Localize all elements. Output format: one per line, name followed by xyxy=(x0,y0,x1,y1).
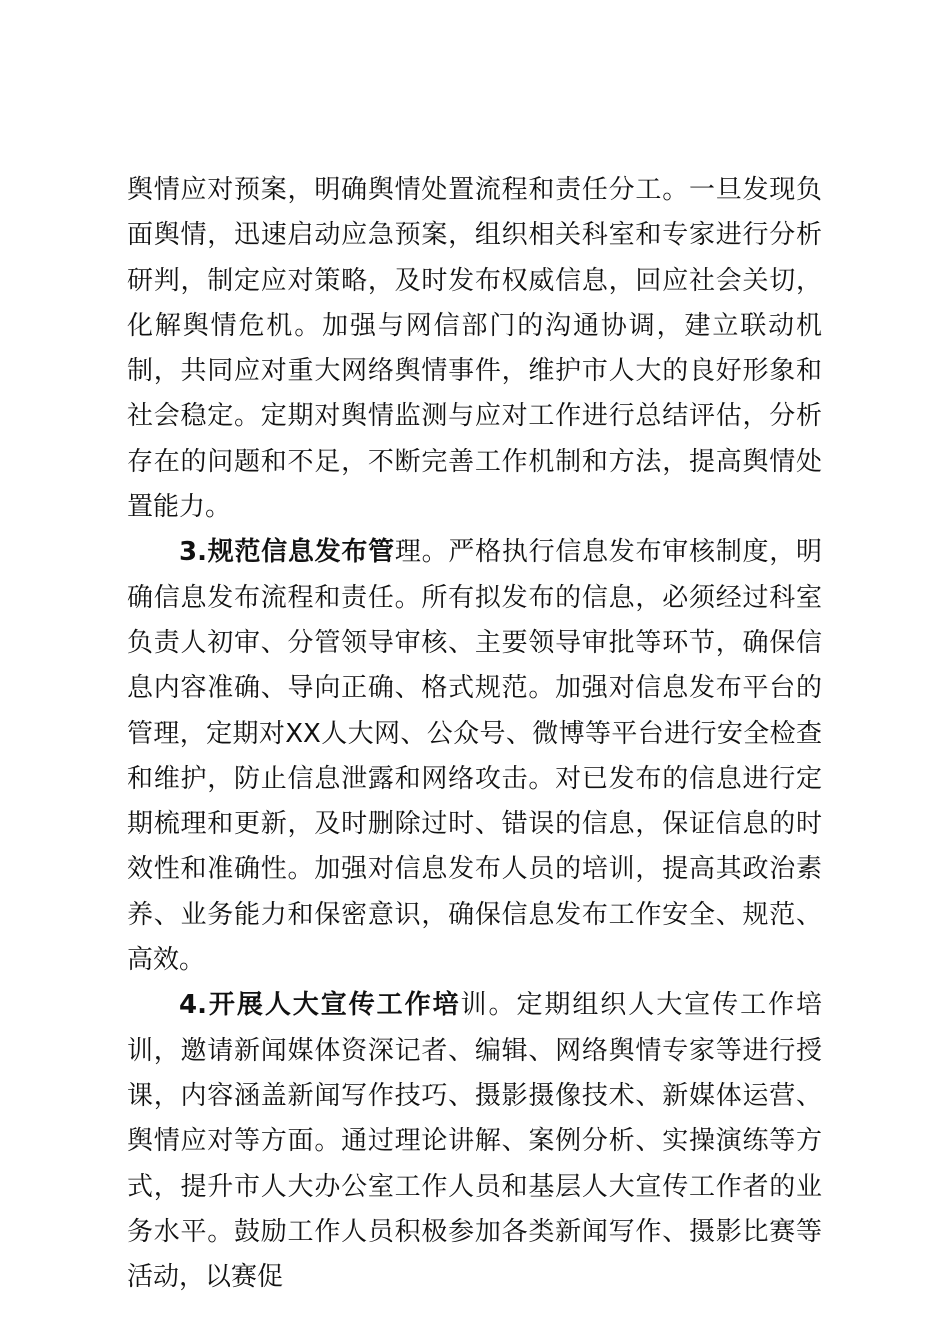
paragraph-text: 训。定期组织人大宣传工作培训，邀请新闻媒体资深记者、编辑、网络舆情专家等进行授课，内容涵盖新闻写作技巧、摄影摄像技术、新媒体运营、舆情应对等方面。通过理论讲解、案例分析、实操演练等方式，提升市人大办公室工作人员和基层人大宣传工作者的业务水平。鼓励工作人员积极参加各类新闻写作、摄影比赛等活动，以赛促 xyxy=(127,990,822,1293)
paragraph-section-4 xyxy=(127,983,822,1300)
document-body xyxy=(127,168,822,1300)
section-heading: 4.开展人大宣传工作培 xyxy=(179,990,461,1021)
paragraph-continuation xyxy=(127,168,822,530)
paragraph-text: 理。严格执行信息发布审核制度，明确信息发布流程和责任。所有拟发布的信息，必须经过科室负责人初审、分管领导审核、主要领导审批等环节，确保信息内容准确、导向正确、格式规范。加强对信息发布平台的管理，定期对XX人大网、公众号、微博等平台进行安全检查和维护，防止信息泄露和网络攻击。对已发布的信息进行定期梳理和更新，及时删除过时、错误的信息，保证信息的时效性和准确性。加强对信息发布人员的培训，提高其政治素养、业务能力和保密意识，确保信息发布工作安全、规范、高效。 xyxy=(127,537,822,976)
paragraph-section-3 xyxy=(127,530,822,983)
paragraph-text: 舆情应对预案，明确舆情处置流程和责任分工。一旦发现负面舆情，迅速启动应急预案，组织相关科室和专家进行分析研判，制定应对策略，及时发布权威信息，回应社会关切，化解舆情危机。加强与网信部门的沟通协调，建立联动机制，共同应对重大网络舆情事件，维护市人大的良好形象和社会稳定。定期对舆情监测与应对工作进行总结评估，分析存在的问题和不足，不断完善工作机制和方法，提高舆情处置能力。 xyxy=(127,175,822,523)
section-heading: 3.规范信息发布管 xyxy=(179,537,395,568)
